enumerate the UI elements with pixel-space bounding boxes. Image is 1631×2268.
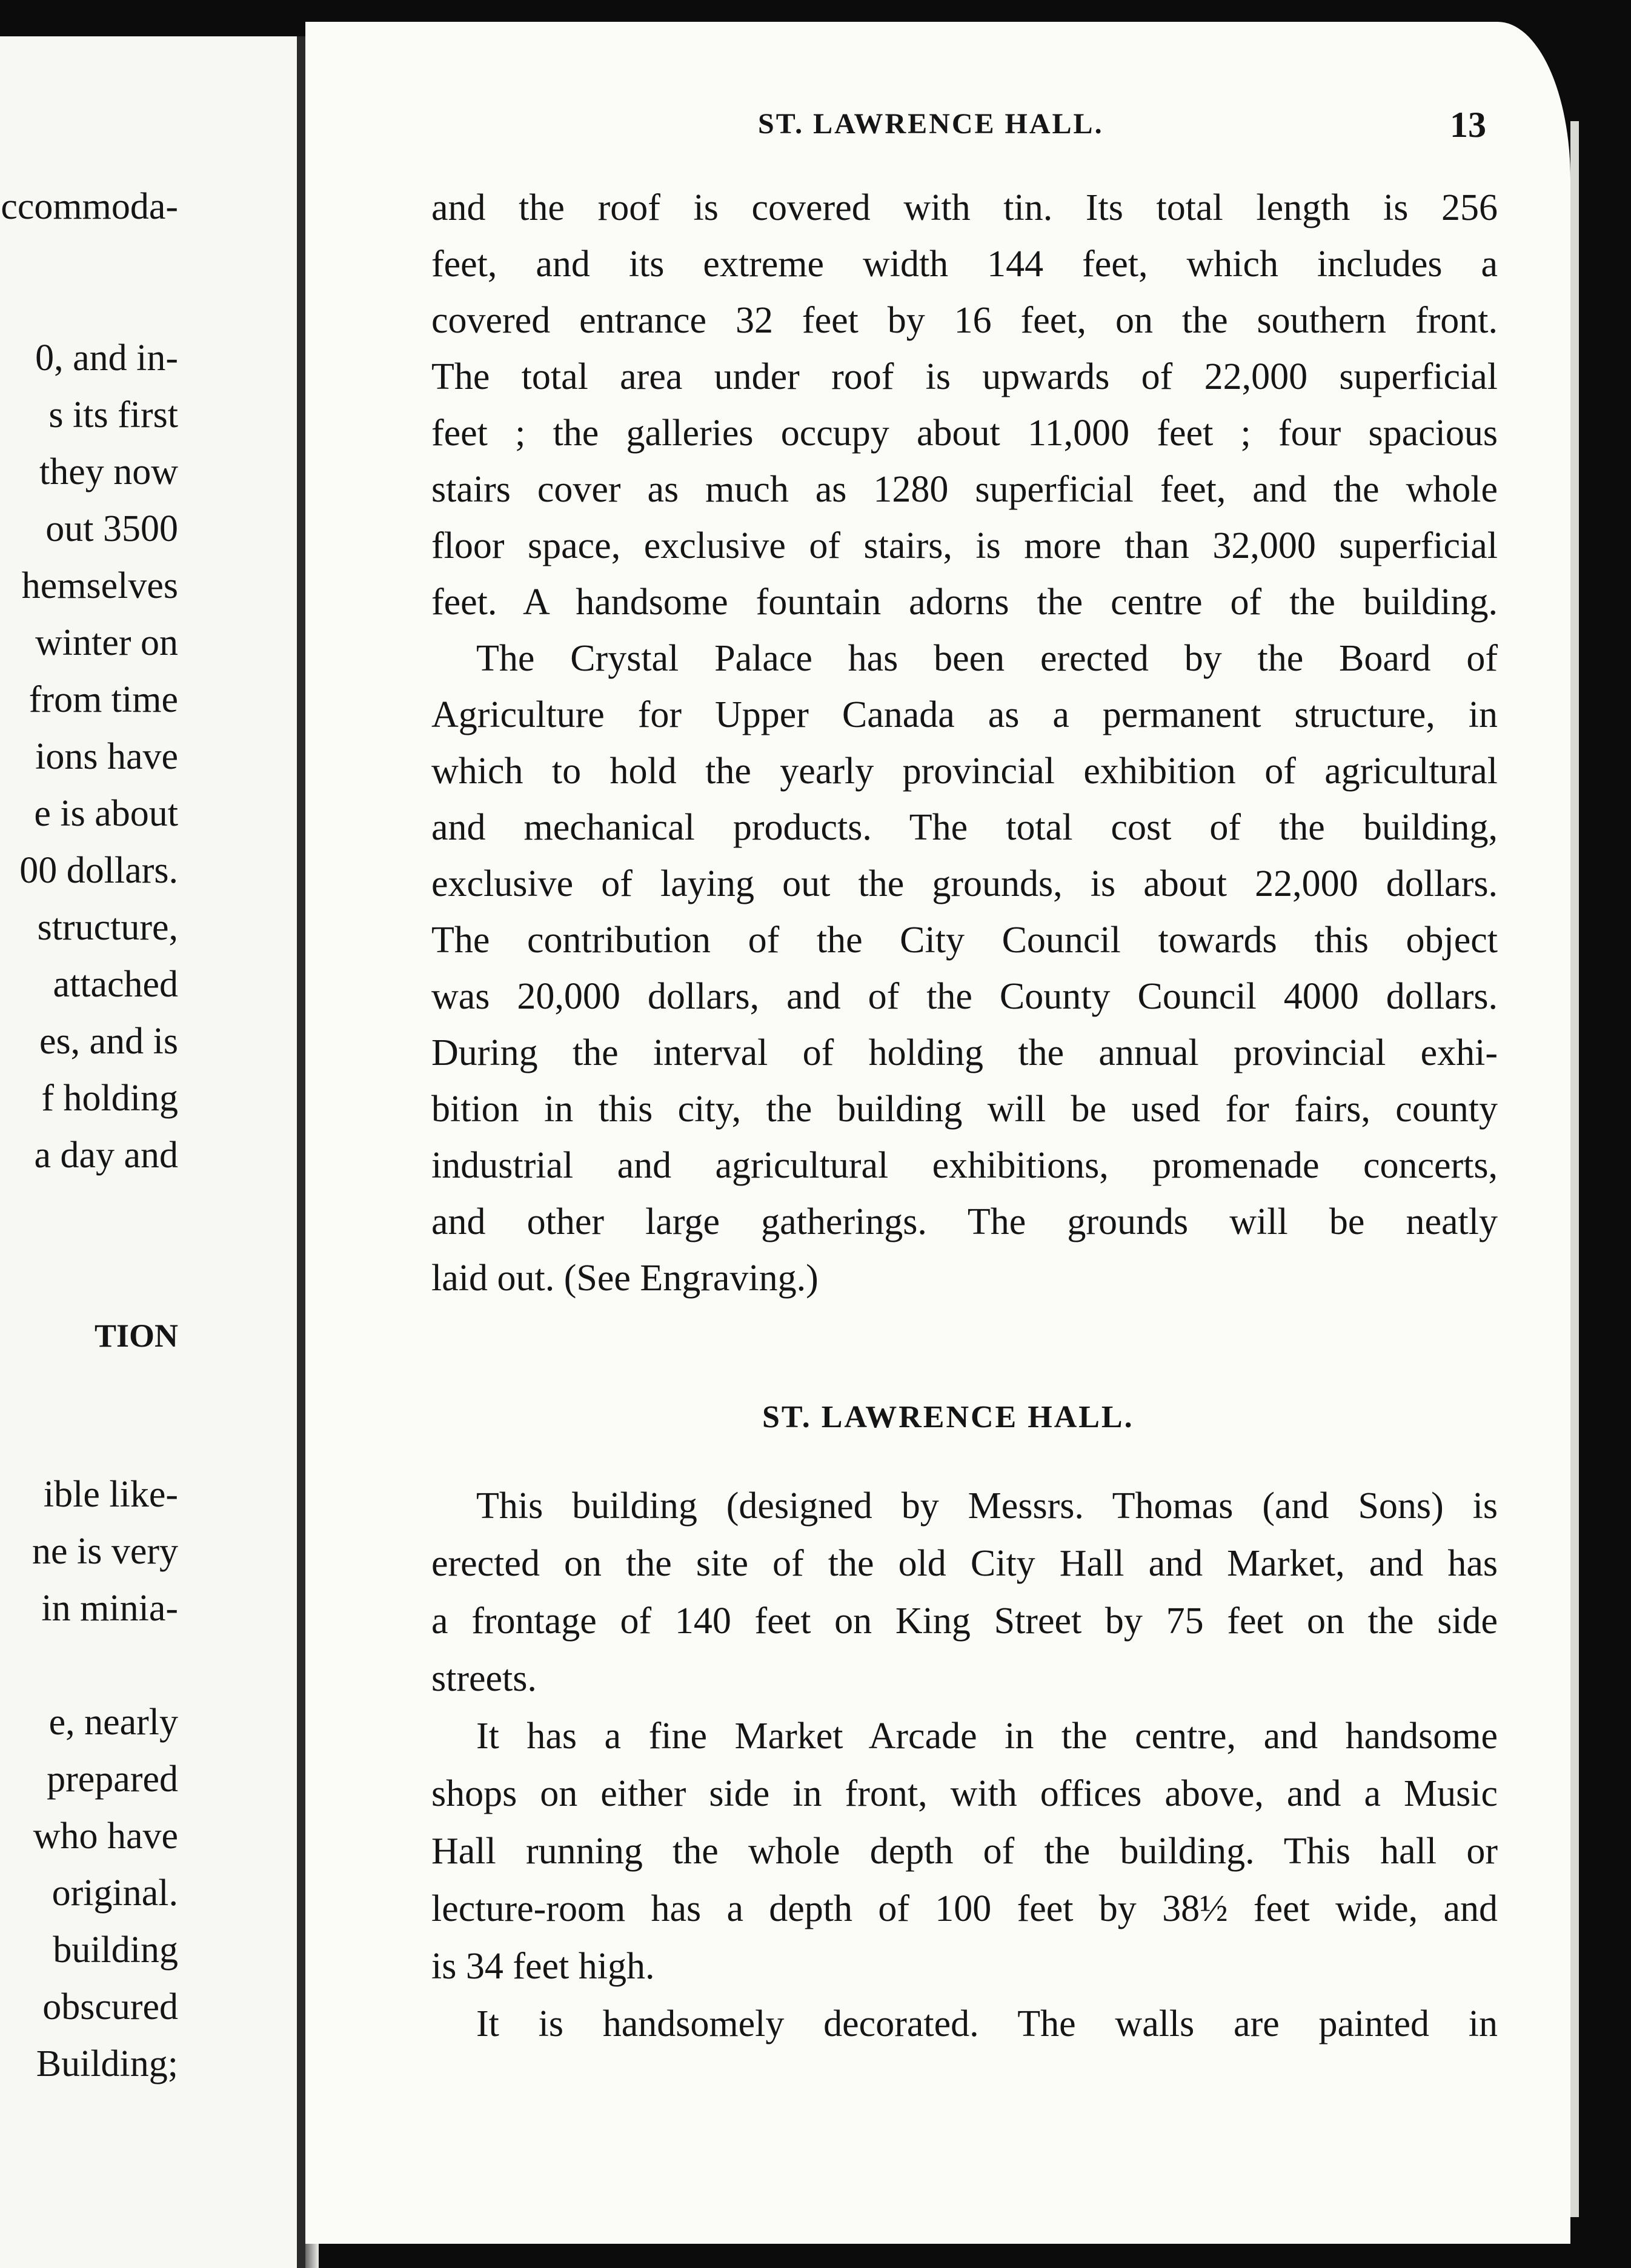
- paragraph-line: During the interval of holding the annual provincial exhi-: [431, 1032, 1498, 1073]
- paragraph-line: feet ; the galleries occupy about 11,000 feet ; four spacious: [431, 413, 1498, 454]
- paragraph-line: It has a fine Market Arcade in the centre, and handsome: [476, 1716, 1498, 1757]
- left-page-line: structure,: [37, 907, 178, 948]
- left-page-line: winter on: [35, 622, 178, 663]
- section-heading: ST. LAWRENCE HALL.: [762, 1400, 1134, 1434]
- left-page-line: e is about: [34, 793, 178, 834]
- paragraph-line: Agriculture for Upper Canada as a permanent structure, in: [431, 694, 1498, 735]
- left-page-heading: TION: [94, 1318, 178, 1354]
- left-page-line: f holding: [41, 1078, 178, 1119]
- left-page-line: hemselves: [21, 565, 178, 606]
- paragraph-line: was 20,000 dollars, and of the County Council 4000 dollars.: [431, 976, 1498, 1017]
- paragraph-line: and other large gatherings. The grounds will be neatly: [431, 1201, 1498, 1242]
- paragraph-line: a frontage of 140 feet on King Street by 75 feet on the side: [431, 1600, 1498, 1642]
- paragraph-line: and the roof is covered with tin. Its total length is 256: [431, 187, 1498, 228]
- page-number: 13: [1450, 105, 1486, 145]
- paragraph-line: It is handsomely decorated. The walls are painted in: [476, 2003, 1498, 2044]
- left-page-line: ible like-: [43, 1474, 178, 1515]
- paragraph-line: floor space, exclusive of stairs, is more than 32,000 superficial: [431, 525, 1498, 566]
- book-gutter: [297, 36, 305, 2268]
- left-page-line: a day and: [34, 1135, 178, 1176]
- left-page-line: obscured: [42, 1986, 178, 2028]
- paragraph-line: laid out. (See Engraving.): [431, 1258, 819, 1299]
- left-page-line: attached: [53, 964, 178, 1005]
- left-page-line: in minia-: [41, 1588, 178, 1629]
- left-page-line: Building;: [36, 2043, 178, 2084]
- paragraph-line: and mechanical products. The total cost of the building,: [431, 807, 1498, 848]
- paragraph-line: exclusive of laying out the grounds, is about 22,000 dollars.: [431, 863, 1498, 904]
- left-page-line: ne is very: [32, 1531, 178, 1572]
- left-page-line: es, and is: [39, 1021, 178, 1062]
- left-page-line: 00 dollars.: [19, 850, 178, 891]
- paragraph-line: lecture-room has a depth of 100 feet by 38½ feet wide, and: [431, 1888, 1498, 1929]
- left-page-line: e, nearly: [48, 1702, 178, 1743]
- left-page-line: out 3500: [45, 508, 178, 549]
- paragraph-line: is 34 feet high.: [431, 1946, 655, 1987]
- left-page-line: who have: [33, 1815, 178, 1857]
- paragraph-line: bition in this city, the building will be used for fairs, county: [431, 1089, 1498, 1130]
- paragraph-line: The contribution of the City Council towards this object: [431, 920, 1498, 961]
- paragraph-line: erected on the site of the old City Hall and Market, and has: [431, 1543, 1498, 1584]
- page-edge: [1570, 121, 1579, 2217]
- paragraph-line: streets.: [431, 1658, 537, 1699]
- paragraph-line: feet, and its extreme width 144 feet, which includes a: [431, 244, 1498, 285]
- paragraph-line: feet. A handsome fountain adorns the centre of the building.: [431, 582, 1498, 623]
- left-page-line: they now: [39, 451, 178, 492]
- paragraph-line: stairs cover as much as 1280 superficial feet, and the whole: [431, 469, 1498, 510]
- left-page-line: building: [53, 1929, 178, 1971]
- paragraph-line: industrial and agricultural exhibitions, promenade concerts,: [431, 1145, 1498, 1186]
- paragraph-line: which to hold the yearly provincial exhibition of agricultural: [431, 751, 1498, 792]
- paragraph-line: covered entrance 32 feet by 16 feet, on the southern front.: [431, 300, 1498, 341]
- left-page-line: 0, and in-: [35, 337, 178, 379]
- previous-page: [0, 36, 297, 2268]
- paragraph-line: Hall running the whole depth of the building. This hall or: [431, 1831, 1498, 1872]
- left-page-line: ions have: [35, 736, 178, 777]
- left-page-line: original.: [51, 1872, 178, 1914]
- paragraph-line: The Crystal Palace has been erected by the Board of: [476, 638, 1498, 679]
- left-page-line: ccommoda-: [1, 186, 178, 227]
- running-head: ST. LAWRENCE HALL.: [758, 108, 1104, 140]
- left-page-line: from time: [28, 679, 178, 720]
- left-page-line: prepared: [47, 1759, 178, 1800]
- paragraph-line: This building (designed by Messrs. Thomas (and Sons) is: [476, 1485, 1498, 1527]
- paragraph-line: The total area under roof is upwards of 22,000 superficial: [431, 356, 1498, 397]
- paragraph-line: shops on either side in front, with offices above, and a Music: [431, 1773, 1498, 1814]
- left-page-line: s its first: [48, 394, 178, 436]
